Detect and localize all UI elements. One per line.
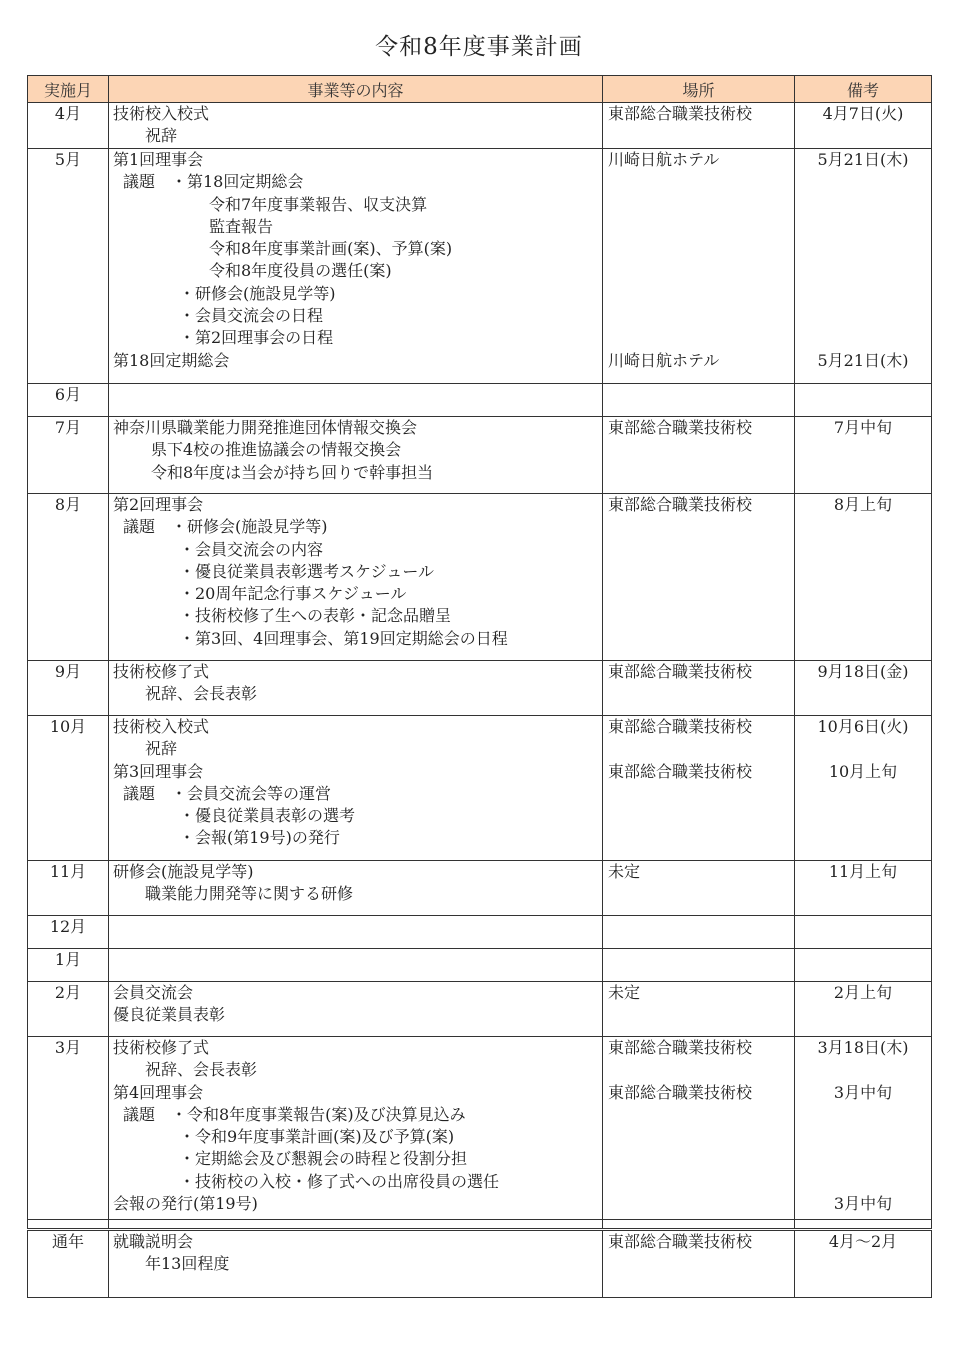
content-line: 就職説明会 bbox=[113, 1232, 194, 1251]
content-line: 第1回理事会 bbox=[113, 150, 204, 169]
table-row bbox=[28, 949, 932, 982]
content-line: 令和8年度は当会が持ち回りで幹事担当 bbox=[151, 462, 434, 482]
content-line: 技術校入校式 bbox=[113, 104, 210, 123]
note-line: 2月上旬 bbox=[833, 983, 893, 1002]
content-line: 議題 ・研修会(施設見学等) bbox=[123, 517, 328, 537]
month-cell: 12月 bbox=[49, 917, 87, 936]
note-line: 3月中旬 bbox=[833, 1194, 893, 1214]
table-row bbox=[28, 1230, 932, 1298]
place-line: 東部総合職業技術校 bbox=[608, 761, 753, 781]
month-cell: 9月 bbox=[54, 662, 82, 681]
content-line: 第2回理事会 bbox=[113, 495, 204, 514]
place-line: 未定 bbox=[608, 983, 641, 1002]
month-cell: 5月 bbox=[54, 150, 82, 169]
note-line: 5月21日(木) bbox=[817, 150, 909, 169]
content-line: 監査報告 bbox=[209, 216, 274, 236]
content-line: 年13回程度 bbox=[145, 1254, 230, 1274]
place-line: 東部総合職業技術校 bbox=[608, 1082, 753, 1102]
note-line: 8月上旬 bbox=[833, 495, 893, 514]
note-line: 7月中旬 bbox=[833, 418, 893, 437]
month-cell: 10月 bbox=[49, 717, 87, 736]
content-line: ・第3回、4回理事会、第19回定期総会の日程 bbox=[179, 628, 508, 648]
note-line: 4月～2月 bbox=[828, 1232, 898, 1251]
content-line: 神奈川県職業能力開発推進団体情報交換会 bbox=[113, 418, 418, 437]
content-line: 祝辞、会長表彰 bbox=[145, 684, 258, 704]
place-line: 東部総合職業技術校 bbox=[608, 662, 753, 681]
table-row bbox=[28, 916, 932, 949]
page-title: 令和8年度事業計画 bbox=[375, 34, 583, 60]
content-line: 祝辞、会長表彰 bbox=[145, 1060, 258, 1080]
content-line: 祝辞 bbox=[145, 126, 178, 146]
note-line: 11月上旬 bbox=[828, 862, 898, 881]
content-line: 優良従業員表彰 bbox=[113, 1005, 226, 1025]
month-cell: 通年 bbox=[51, 1232, 84, 1251]
table-header-row bbox=[28, 76, 932, 103]
table-row bbox=[28, 494, 932, 661]
table-row bbox=[28, 861, 932, 916]
content-line: 県下4校の推進協議会の情報交換会 bbox=[151, 440, 402, 460]
content-line: ・令和9年度事業計画(案)及び予算(案) bbox=[179, 1127, 455, 1147]
content-line: 議題 ・会員交流会等の運営 bbox=[123, 783, 332, 803]
note-line: 5月21日(木) bbox=[817, 350, 909, 370]
content-line: 会報の発行(第19号) bbox=[113, 1194, 258, 1214]
table-row bbox=[28, 716, 932, 861]
header-note: 備考 bbox=[795, 76, 932, 103]
place-line: 東部総合職業技術校 bbox=[608, 717, 753, 736]
content-line: 研修会(施設見学等) bbox=[113, 862, 254, 881]
month-cell: 6月 bbox=[54, 385, 82, 404]
table-row bbox=[28, 417, 932, 494]
content-line: ・技術校の入校・修了式への出席役員の選任 bbox=[179, 1171, 500, 1191]
table-row bbox=[28, 103, 932, 149]
header-content: 事業等の内容 bbox=[109, 76, 603, 103]
content-line: 祝辞 bbox=[145, 739, 178, 759]
table-row bbox=[28, 384, 932, 417]
place-line: 川崎日航ホテル bbox=[608, 150, 720, 169]
place-line: 未定 bbox=[608, 862, 641, 881]
table-row bbox=[28, 661, 932, 716]
note-line: 10月6日(火) bbox=[817, 717, 909, 736]
content-line: ・技術校修了生への表彰・記念品贈呈 bbox=[179, 606, 452, 626]
table-row bbox=[28, 1037, 932, 1220]
content-line: ・会員交流会の内容 bbox=[179, 539, 324, 559]
content-line: 令和7年度事業報告、収支決算 bbox=[209, 194, 428, 214]
month-cell: 11月 bbox=[49, 862, 87, 881]
content-line: ・20周年記念行事スケジュール bbox=[179, 584, 407, 604]
content-line: ・優良従業員表彰の選考 bbox=[179, 806, 356, 826]
place-line: 東部総合職業技術校 bbox=[608, 418, 753, 437]
header-month: 実施月 bbox=[28, 76, 109, 103]
content-line: ・定期総会及び懇親会の時程と役割分担 bbox=[179, 1149, 468, 1169]
note-line: 9月18日(金) bbox=[817, 662, 909, 681]
content-line: 議題 ・令和8年度事業報告(案)及び決算見込み bbox=[123, 1104, 466, 1124]
month-cell: 7月 bbox=[54, 418, 82, 437]
content-line: 技術校入校式 bbox=[113, 717, 210, 736]
content-line: 会員交流会 bbox=[113, 983, 194, 1002]
place-line: 東部総合職業技術校 bbox=[608, 495, 753, 514]
note-line: 10月上旬 bbox=[828, 761, 898, 781]
month-cell: 4月 bbox=[54, 104, 82, 123]
content-line: 技術校修了式 bbox=[113, 662, 210, 681]
note-line: 3月18日(木) bbox=[817, 1038, 909, 1057]
month-cell: 3月 bbox=[54, 1038, 82, 1057]
content-line: 第18回定期総会 bbox=[113, 350, 230, 370]
place-line: 東部総合職業技術校 bbox=[608, 1038, 753, 1057]
content-line: 技術校修了式 bbox=[113, 1038, 210, 1057]
plan-table bbox=[27, 75, 932, 1298]
content-line: ・会員交流会の日程 bbox=[179, 306, 324, 326]
month-cell: 8月 bbox=[54, 495, 82, 514]
table-row bbox=[28, 149, 932, 384]
place-line: 東部総合職業技術校 bbox=[608, 104, 753, 123]
content-line: 職業能力開発等に関する研修 bbox=[145, 884, 354, 904]
table-row bbox=[28, 982, 932, 1037]
header-place: 場所 bbox=[603, 76, 795, 103]
content-line: 第4回理事会 bbox=[113, 1082, 204, 1102]
content-line: ・研修会(施設見学等) bbox=[179, 283, 336, 303]
content-line: 議題 ・第18回定期総会 bbox=[123, 172, 304, 192]
content-line: ・会報(第19号)の発行 bbox=[179, 828, 340, 848]
content-line: 令和8年度役員の選任(案) bbox=[209, 261, 392, 281]
place-line: 東部総合職業技術校 bbox=[608, 1232, 753, 1251]
content-line: ・第2回理事会の日程 bbox=[179, 328, 334, 348]
content-line: ・優良従業員表彰選考スケジュール bbox=[179, 561, 435, 581]
content-line: 令和8年度事業計画(案)、予算(案) bbox=[209, 239, 453, 259]
month-cell: 1月 bbox=[54, 950, 82, 969]
note-line: 4月7日(火) bbox=[822, 104, 904, 123]
note-line: 3月中旬 bbox=[833, 1082, 893, 1102]
place-line: 川崎日航ホテル bbox=[608, 350, 720, 370]
month-cell: 2月 bbox=[54, 983, 82, 1002]
content-line: 第3回理事会 bbox=[113, 761, 204, 781]
